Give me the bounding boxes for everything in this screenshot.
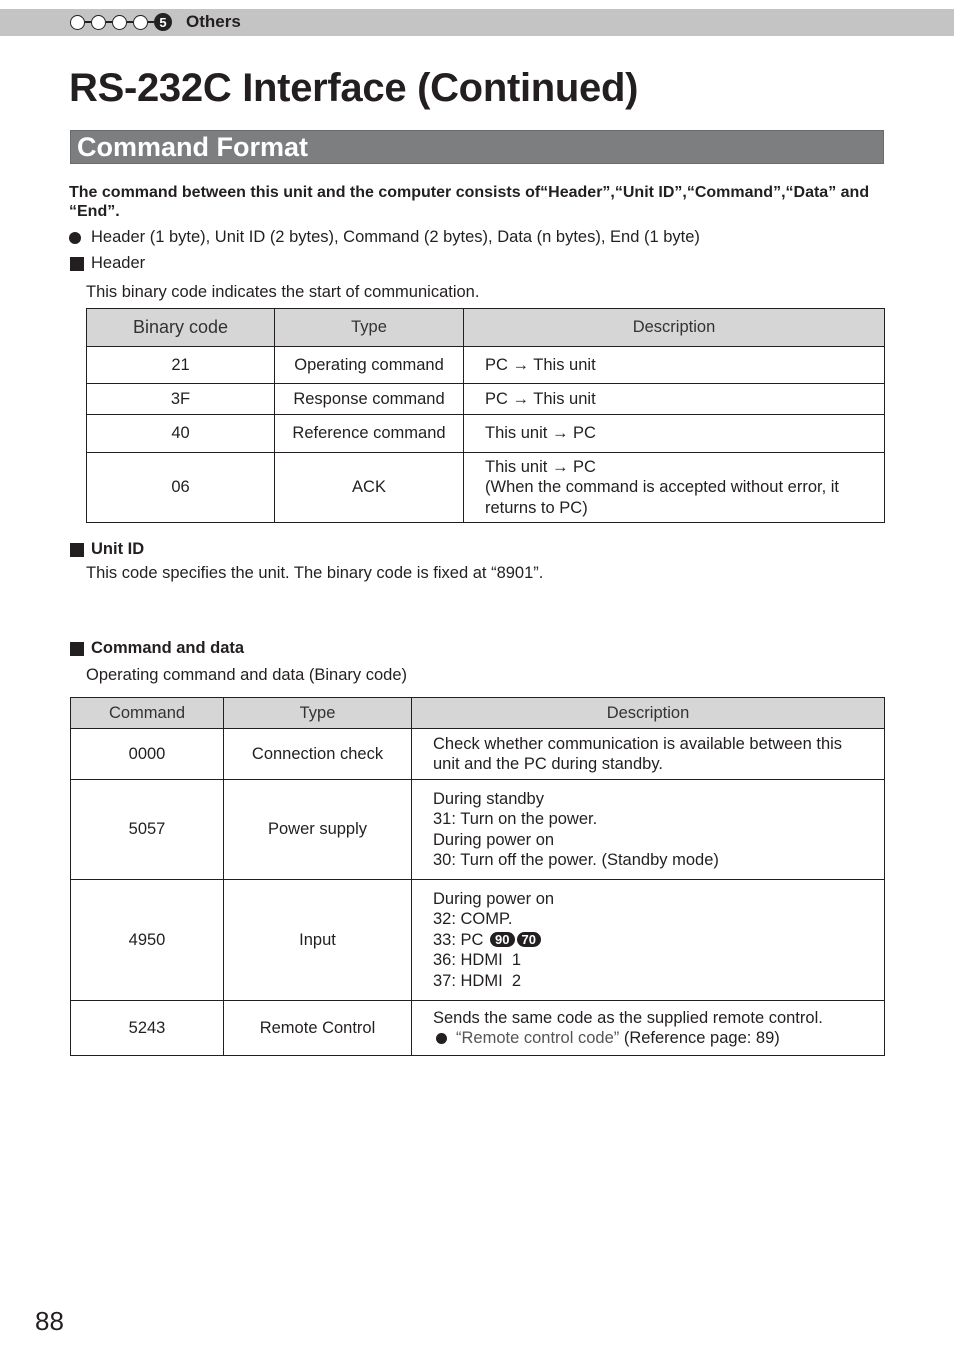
- column-header-type: Type: [224, 698, 412, 729]
- chapter-breadcrumb: [70, 12, 241, 32]
- table-row: [87, 347, 885, 384]
- model-badge: 70: [517, 932, 541, 947]
- type-cell: Response command: [275, 384, 464, 415]
- description-line: (When the command is accepted without error, it: [485, 478, 839, 497]
- binary-code-cell: 21: [87, 347, 275, 384]
- table-row: [87, 453, 885, 523]
- command-data-heading: [70, 639, 244, 658]
- description-cell: This unit → PC: [464, 415, 885, 453]
- intro-paragraph: The command between this unit and the computer consists of“Header”,“Unit ID”,“Command”,“Data” and “End”.: [69, 184, 870, 220]
- header-description: This binary code indicates the start of communication.: [86, 283, 480, 301]
- command-code-cell: 5243: [71, 1001, 224, 1056]
- type-cell: ACK: [275, 453, 464, 523]
- description-line: During power on: [433, 889, 555, 908]
- description-line: [433, 930, 884, 951]
- command-table: [70, 697, 885, 1056]
- model-badge: 90: [490, 932, 514, 947]
- table-header-row: [87, 309, 885, 347]
- command-code-cell: 5057: [71, 780, 224, 880]
- type-cell: Input: [224, 880, 412, 1001]
- table-row: [71, 780, 885, 880]
- unit-id-heading-text: Unit ID: [91, 540, 145, 558]
- table-row: [71, 729, 885, 780]
- command-code-cell: 4950: [71, 880, 224, 1001]
- description-line: 31: Turn on the power.: [433, 810, 598, 828]
- type-cell: Connection check: [224, 729, 412, 780]
- reference-page-text: (Reference page: 89): [619, 1029, 780, 1047]
- description-cell: [412, 729, 885, 780]
- page-number: 88: [35, 1306, 64, 1336]
- column-header-type: Type: [275, 309, 464, 347]
- table-row: [87, 415, 885, 453]
- column-header-binary-code: Binary code: [87, 309, 275, 347]
- type-cell: Remote Control: [224, 1001, 412, 1056]
- command-code-cell: 0000: [71, 729, 224, 780]
- description-cell: PC → This unit: [464, 347, 885, 384]
- header-table: [86, 308, 885, 523]
- description-line: unit and the PC during standby.: [433, 755, 663, 773]
- chapter-step-1-icon: [70, 15, 85, 30]
- command-data-heading-text: Command and data: [91, 639, 245, 657]
- square-bullet-icon: [70, 642, 84, 656]
- unit-id-description: This code specifies the unit. The binary code is fixed at “8901”.: [86, 564, 544, 582]
- page-title: RS-232C Interface (Continued): [69, 66, 639, 110]
- description-line: 36: HDMI 1: [433, 951, 522, 970]
- unit-id-heading: [70, 540, 144, 559]
- description-cell: [412, 880, 885, 1001]
- header-heading: [70, 254, 145, 273]
- column-header-command: Command: [71, 698, 224, 729]
- bullet-icon: [69, 232, 81, 244]
- binary-code-cell: 06: [87, 453, 275, 523]
- description-cell: [412, 1001, 885, 1056]
- description-line: 32: COMP.: [433, 910, 513, 929]
- description-line: During power on: [433, 830, 555, 849]
- description-cell: [464, 453, 885, 523]
- type-cell: Operating command: [275, 347, 464, 384]
- chapter-step-2-icon: [91, 15, 106, 30]
- description-line: Sends the same code as the supplied remote control.: [433, 1008, 823, 1027]
- type-cell: Power supply: [224, 780, 412, 880]
- reference-line: [433, 1028, 884, 1049]
- table-header-row: [71, 698, 885, 729]
- command-data-description: Operating command and data (Binary code): [86, 666, 408, 684]
- header-heading-text: Header: [91, 254, 146, 272]
- column-header-description: Description: [464, 309, 885, 347]
- description-line: 30: Turn off the power. (Standby mode): [433, 851, 719, 869]
- section-title: Command Format: [77, 132, 309, 162]
- description-cell: PC → This unit: [464, 384, 885, 415]
- chapter-step-active-icon: 5: [154, 13, 172, 31]
- description-cell: [412, 780, 885, 880]
- byte-layout-bullet: [69, 228, 700, 247]
- description-line-text: 33: PC: [433, 930, 484, 949]
- chapter-step-4-icon: [133, 15, 148, 30]
- binary-code-cell: 40: [87, 415, 275, 453]
- byte-layout-text: Header (1 byte), Unit ID (2 bytes), Command (2 bytes), Data (n bytes), End (1 byte): [91, 228, 700, 246]
- table-row: [71, 880, 885, 1001]
- table-row: [71, 1001, 885, 1056]
- section-title-bar: [70, 130, 884, 164]
- table-row: [87, 384, 885, 415]
- type-cell: Reference command: [275, 415, 464, 453]
- description-line: returns to PC): [485, 498, 588, 517]
- description-line: This unit → PC: [485, 457, 596, 476]
- description-line: Check whether communication is available between this: [433, 734, 843, 753]
- square-bullet-icon: [70, 257, 84, 271]
- chapter-label: Others: [186, 12, 241, 31]
- square-bullet-icon: [70, 543, 84, 557]
- chapter-step-3-icon: [112, 15, 127, 30]
- remote-control-code-link[interactable]: “Remote control code”: [456, 1029, 620, 1047]
- binary-code-cell: 3F: [87, 384, 275, 415]
- bullet-icon: [436, 1033, 447, 1044]
- description-line: During standby: [433, 789, 544, 808]
- column-header-description: Description: [412, 698, 885, 729]
- description-line: 37: HDMI 2: [433, 971, 522, 990]
